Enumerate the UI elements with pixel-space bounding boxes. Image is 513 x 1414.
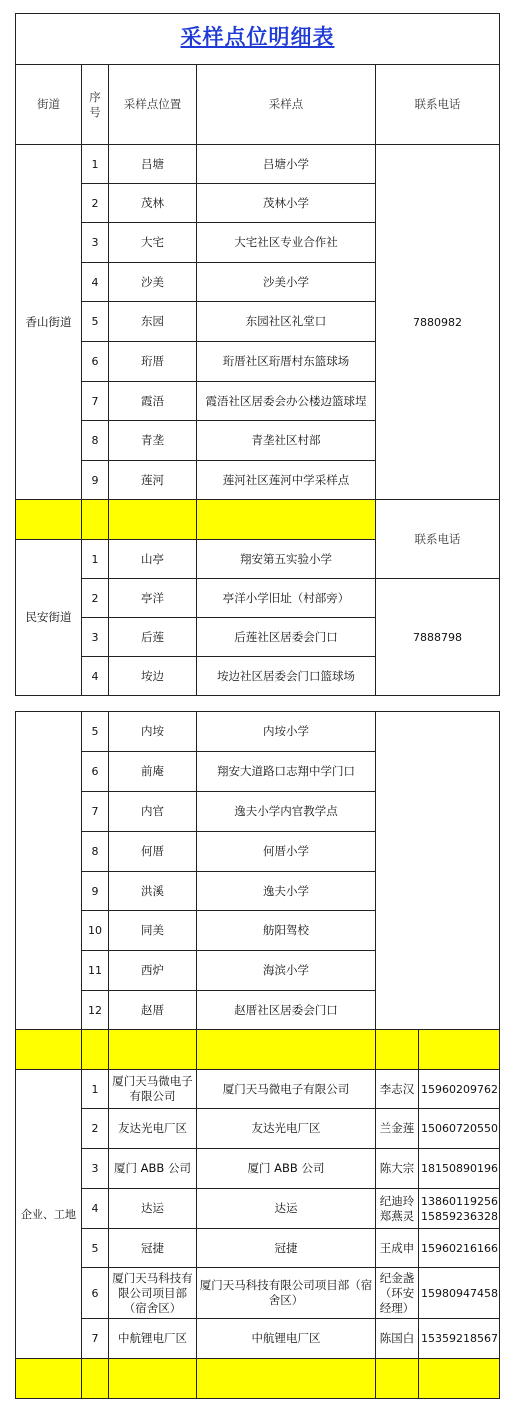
row-site: 东园社区礼堂口: [197, 302, 376, 342]
row-location: 后莲: [109, 618, 197, 657]
row-site: 珩厝社区珩厝村东篮球场: [197, 342, 376, 382]
row-site: 内垵小学: [197, 712, 376, 752]
row-location: 洪溪: [109, 872, 197, 911]
row-location: 青垄: [109, 421, 197, 461]
separator-cell: [109, 1359, 197, 1399]
row-site: 吕塘小学: [197, 145, 376, 184]
row-location: 同美: [109, 911, 197, 951]
row-seq: 2: [82, 1109, 109, 1149]
row-location: 大宅: [109, 223, 197, 263]
row-location: 吕塘: [109, 145, 197, 184]
row-seq: 10: [82, 911, 109, 951]
separator-row: [16, 1030, 500, 1070]
row-location: 冠捷: [109, 1229, 197, 1268]
row-contact: 李志汉: [376, 1070, 419, 1109]
table-row: [16, 1149, 500, 1189]
row-site: 青垄社区村部: [197, 421, 376, 461]
row-phone: 15060720550: [419, 1109, 500, 1149]
separator-cell: [16, 500, 82, 540]
row-location: 西炉: [109, 951, 197, 991]
row-seq: 9: [82, 461, 109, 500]
row-location: 亭洋: [109, 579, 197, 618]
separator-cell: [376, 1359, 419, 1399]
row-site: 厦门天马科技有限公司项目部（宿舍区）: [197, 1268, 376, 1319]
table-row: [16, 1229, 500, 1268]
separator-cell: [82, 500, 109, 540]
row-seq: 6: [82, 752, 109, 792]
table-row: [16, 579, 500, 618]
row-location: 山亭: [109, 540, 197, 579]
header-row: [16, 65, 500, 145]
separator-cell: [109, 500, 197, 540]
table-row: [16, 1070, 500, 1109]
row-location: 茂林: [109, 184, 197, 223]
row-seq: 5: [82, 712, 109, 752]
row-location: 内垵: [109, 712, 197, 752]
row-seq: 6: [82, 1268, 109, 1319]
separator-row: [16, 1359, 500, 1399]
row-location: 东园: [109, 302, 197, 342]
separator-cell: [109, 1030, 197, 1070]
header-street: 街道: [16, 65, 82, 145]
row-location: 赵厝: [109, 991, 197, 1030]
row-site: 翔安第五实验小学: [197, 540, 376, 579]
row-site: 垵边社区居委会门口篮球场: [197, 657, 376, 696]
row-contact: 陈大宗: [376, 1149, 419, 1189]
row-seq: 2: [82, 579, 109, 618]
row-seq: 1: [82, 540, 109, 579]
row-seq: 1: [82, 145, 109, 184]
row-location: 中航锂电厂区: [109, 1319, 197, 1359]
row-seq: 8: [82, 421, 109, 461]
row-site: 大宅社区专业合作社: [197, 223, 376, 263]
street-minan-cont: [16, 712, 82, 1030]
header-seq: 序号: [82, 65, 109, 145]
row-location: 何厝: [109, 832, 197, 872]
table-row: [16, 1189, 500, 1229]
row-seq: 7: [82, 382, 109, 421]
separator-cell: [82, 1030, 109, 1070]
separator-cell: [16, 1030, 82, 1070]
row-site: 厦门天马微电子有限公司: [197, 1070, 376, 1109]
row-phone: 13860119256 15859236328: [419, 1189, 500, 1229]
row-seq: 3: [82, 1149, 109, 1189]
row-location: 珩厝: [109, 342, 197, 382]
row-phone: 15980947458: [419, 1268, 500, 1319]
row-phone: 15960209762: [419, 1070, 500, 1109]
row-location: 厦门天马科技有限公司项目部（宿舍区）: [109, 1268, 197, 1319]
row-site: 逸夫小学内官教学点: [197, 792, 376, 832]
row-site: 霞浯社区居委会办公楼边篮球埕: [197, 382, 376, 421]
phone-minan: 7888798: [376, 579, 500, 696]
row-phone: 15960216166: [419, 1229, 500, 1268]
row-location: 达运: [109, 1189, 197, 1229]
separator-cell: [419, 1030, 500, 1070]
row-site: 中航锂电厂区: [197, 1319, 376, 1359]
row-site: 沙美小学: [197, 263, 376, 302]
separator-cell: [197, 1030, 376, 1070]
sampling-table-part2: [15, 711, 500, 1399]
separator-cell: [419, 1359, 500, 1399]
row-site: 茂林小学: [197, 184, 376, 223]
row-location: 霞浯: [109, 382, 197, 421]
page-title: 采样点位明细表: [180, 25, 335, 49]
row-site: 赵厝社区居委会门口: [197, 991, 376, 1030]
phone-minan-cont: [376, 712, 500, 1030]
row-site: 亭洋小学旧址（村部旁）: [197, 579, 376, 618]
row-phone: 15359218567: [419, 1319, 500, 1359]
title-cell: [16, 14, 500, 65]
row-seq: 4: [82, 263, 109, 302]
row-seq: 7: [82, 792, 109, 832]
separator-row: [16, 500, 500, 540]
row-seq: 5: [82, 1229, 109, 1268]
table-row: [16, 712, 500, 752]
row-contact: 王成申: [376, 1229, 419, 1268]
row-seq: 4: [82, 657, 109, 696]
row-location: 垵边: [109, 657, 197, 696]
row-site: 莲河社区莲河中学采样点: [197, 461, 376, 500]
row-site: 后莲社区居委会门口: [197, 618, 376, 657]
row-seq: 12: [82, 991, 109, 1030]
row-location: 厦门天马微电子有限公司: [109, 1070, 197, 1109]
row-contact: 陈国白: [376, 1319, 419, 1359]
row-seq: 3: [82, 618, 109, 657]
row-location: 内官: [109, 792, 197, 832]
row-site: 翔安大道路口志翔中学门口: [197, 752, 376, 792]
row-site: 达运: [197, 1189, 376, 1229]
row-phone: 18150890196: [419, 1149, 500, 1189]
row-contact: 纪迪玲 郑燕灵: [376, 1189, 419, 1229]
row-site: 何厝小学: [197, 832, 376, 872]
sampling-table-part1: [15, 13, 500, 696]
table-row: [16, 145, 500, 184]
row-seq: 5: [82, 302, 109, 342]
header-site: 采样点: [197, 65, 376, 145]
row-site: 海滨小学: [197, 951, 376, 991]
row-contact: 兰金莲: [376, 1109, 419, 1149]
row-seq: 11: [82, 951, 109, 991]
row-location: 厦门 ABB 公司: [109, 1149, 197, 1189]
row-seq: 6: [82, 342, 109, 382]
row-site: 冠捷: [197, 1229, 376, 1268]
minan-phone-header: 联系电话: [376, 500, 500, 579]
row-seq: 7: [82, 1319, 109, 1359]
row-seq: 2: [82, 184, 109, 223]
row-location: 莲河: [109, 461, 197, 500]
separator-cell: [82, 1359, 109, 1399]
street-minan: 民安街道: [16, 540, 82, 696]
street-xiangshan: 香山街道: [16, 145, 82, 500]
row-location: 沙美: [109, 263, 197, 302]
separator-cell: [197, 1359, 376, 1399]
table-row: [16, 1268, 500, 1319]
row-contact: 纪金盏（环安经理）: [376, 1268, 419, 1319]
table-row: [16, 1109, 500, 1149]
separator-cell: [197, 500, 376, 540]
row-site: 厦门 ABB 公司: [197, 1149, 376, 1189]
street-enterprise: 企业、工地: [16, 1070, 82, 1359]
row-seq: 4: [82, 1189, 109, 1229]
row-location: 友达光电厂区: [109, 1109, 197, 1149]
row-site: 舫阳驾校: [197, 911, 376, 951]
row-seq: 3: [82, 223, 109, 263]
row-site: 逸夫小学: [197, 872, 376, 911]
row-seq: 9: [82, 872, 109, 911]
separator-cell: [376, 1030, 419, 1070]
table-row: [16, 1319, 500, 1359]
row-seq: 8: [82, 832, 109, 872]
row-location: 前庵: [109, 752, 197, 792]
row-site: 友达光电厂区: [197, 1109, 376, 1149]
row-seq: 1: [82, 1070, 109, 1109]
header-location: 采样点位置: [109, 65, 197, 145]
header-phone: 联系电话: [376, 65, 500, 145]
separator-cell: [16, 1359, 82, 1399]
phone-xiangshan: 7880982: [376, 145, 500, 500]
